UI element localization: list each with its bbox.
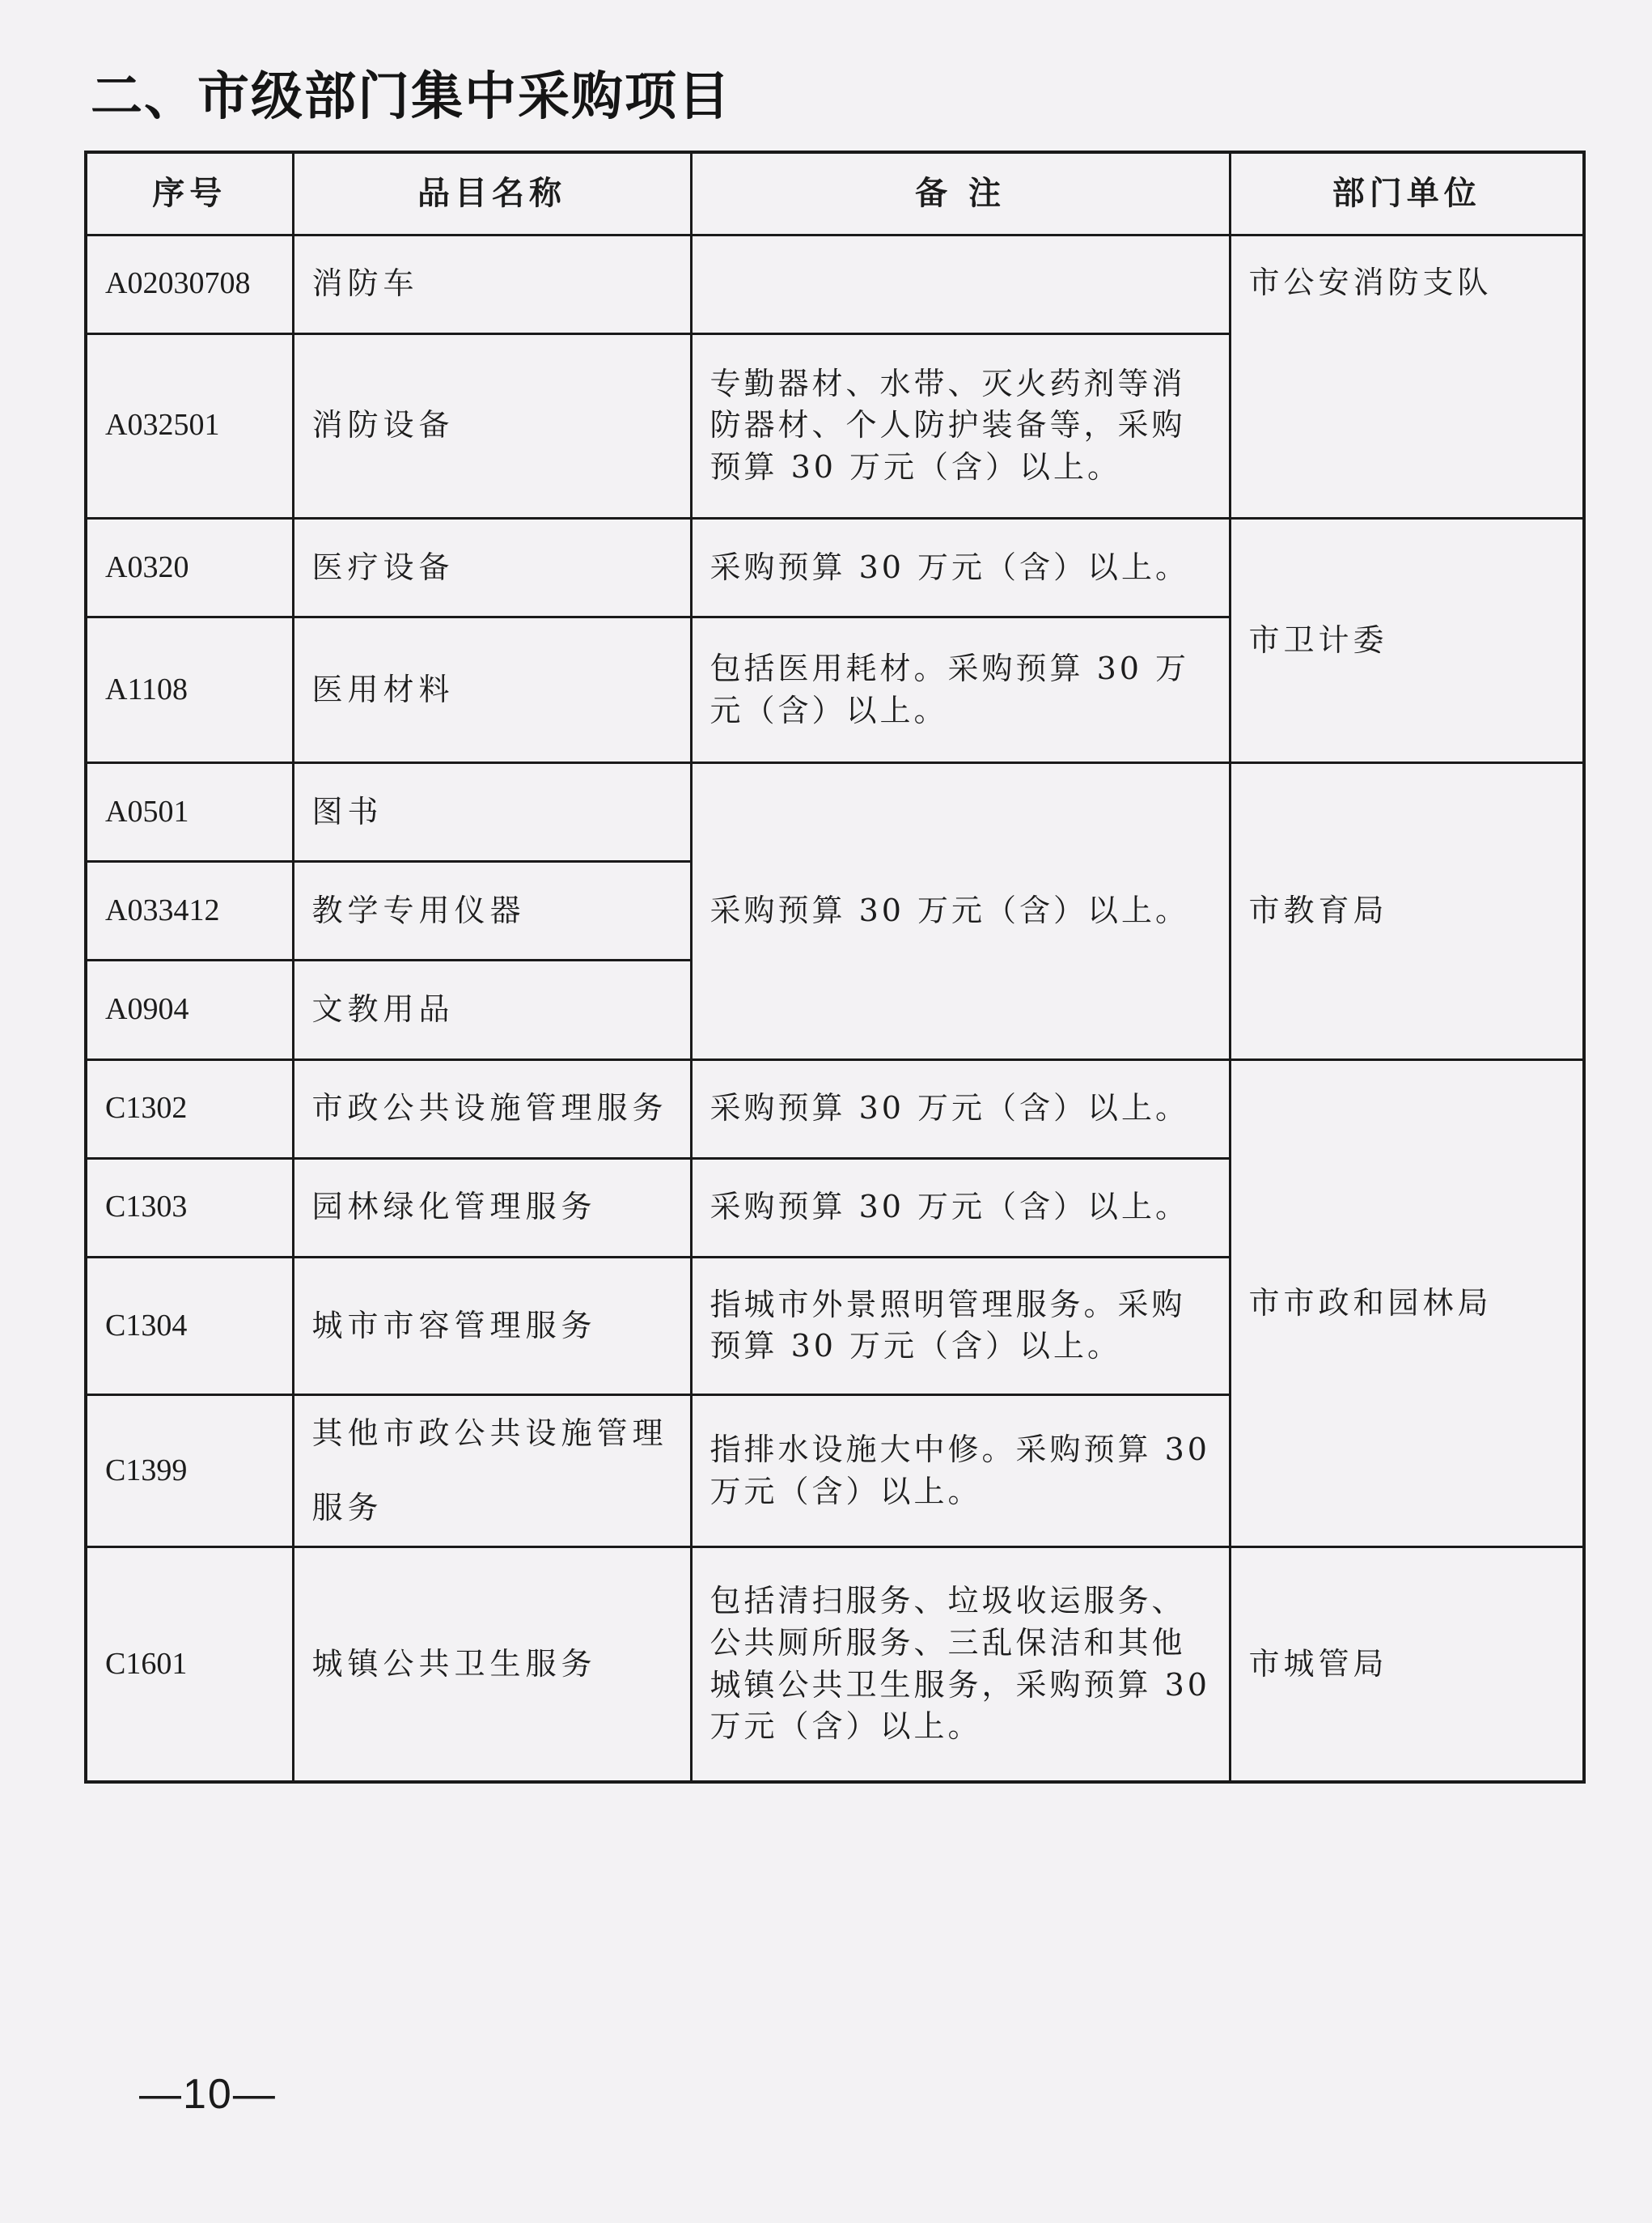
item-name: 其他市政公共设施管理服务 [293, 1394, 691, 1546]
item-code: A0320 [86, 518, 293, 617]
page-number: —10— [139, 2071, 277, 2118]
item-name: 医疗设备 [293, 518, 691, 617]
item-code: C1399 [86, 1394, 293, 1546]
item-name: 文教用品 [293, 961, 691, 1059]
item-name: 消防设备 [293, 333, 691, 518]
dept-cell: 市公安消防支队 [1230, 235, 1584, 518]
item-name: 市政公共设施管理服务 [293, 1059, 691, 1158]
item-name: 园林绿化管理服务 [293, 1158, 691, 1257]
dept-cell: 市市政和园林局 [1230, 1059, 1584, 1547]
item-code: A02030708 [86, 235, 293, 333]
item-code: C1304 [86, 1257, 293, 1394]
item-name: 医用材料 [293, 617, 691, 762]
item-name: 图书 [293, 763, 691, 862]
table-row [86, 1059, 1584, 1158]
item-code: A0904 [86, 961, 293, 1059]
item-note: 指排水设施大中修。采购预算 30 万元（含）以上。 [691, 1394, 1230, 1546]
dept-cell: 市卫计委 [1230, 518, 1584, 762]
dept-cell: 市教育局 [1230, 763, 1584, 1059]
item-name: 教学专用仪器 [293, 862, 691, 961]
item-note: 包括医用耗材。采购预算 30 万元（含）以上。 [691, 617, 1230, 762]
item-name: 城市市容管理服务 [293, 1257, 691, 1394]
item-name: 消防车 [293, 235, 691, 333]
dept-cell: 市城管局 [1230, 1547, 1584, 1782]
item-code: C1303 [86, 1158, 293, 1257]
table-row [86, 235, 1584, 333]
table-header-row [86, 152, 1584, 235]
item-code: A033412 [86, 862, 293, 961]
item-note: 采购预算 30 万元（含）以上。 [691, 1059, 1230, 1158]
item-note: 专勤器材、水带、灭火药剂等消防器材、个人防护装备等，采购预算 30 万元（含）以上。 [691, 333, 1230, 518]
section-title: 二、市级部门集中采购项目 [91, 67, 731, 127]
item-code: A1108 [86, 617, 293, 762]
item-note [691, 235, 1230, 333]
item-note: 指城市外景照明管理服务。采购预算 30 万元（含）以上。 [691, 1257, 1230, 1394]
item-code: A0501 [86, 763, 293, 862]
item-note: 采购预算 30 万元（含）以上。 [691, 518, 1230, 617]
header-note: 备 注 [691, 152, 1230, 235]
item-code: C1601 [86, 1547, 293, 1782]
table-row [86, 1547, 1584, 1782]
procurement-table [84, 151, 1586, 1784]
item-note: 采购预算 30 万元（含）以上。 [691, 763, 1230, 1059]
item-note: 采购预算 30 万元（含）以上。 [691, 1158, 1230, 1257]
item-code: A032501 [86, 333, 293, 518]
table-row [86, 763, 1584, 862]
header-name: 品目名称 [293, 152, 691, 235]
item-note: 包括清扫服务、垃圾收运服务、公共厕所服务、三乱保洁和其他城镇公共卫生服务，采购预算 30 万元（含）以上。 [691, 1547, 1230, 1782]
item-name: 城镇公共卫生服务 [293, 1547, 691, 1782]
item-code: C1302 [86, 1059, 293, 1158]
header-code: 序号 [86, 152, 293, 235]
header-dept: 部门单位 [1230, 152, 1584, 235]
table-row [86, 518, 1584, 617]
